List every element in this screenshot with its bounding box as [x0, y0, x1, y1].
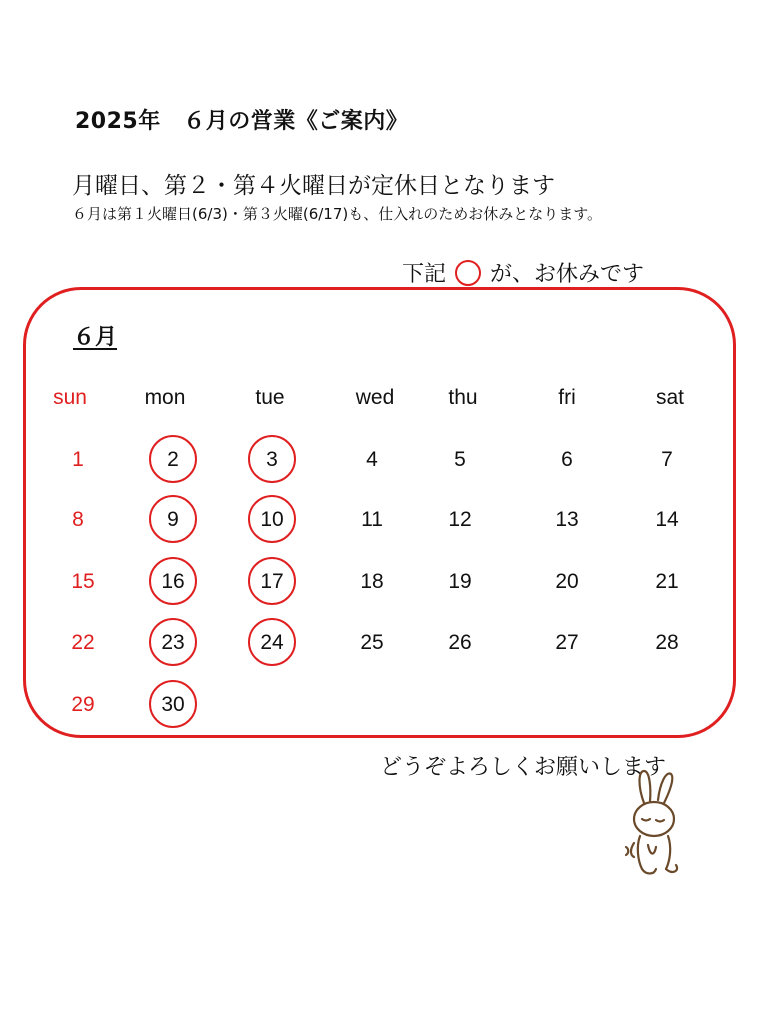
calendar-day: 10 [260, 508, 284, 531]
calendar-day: 5 [454, 448, 466, 471]
weekday-sun: sun [53, 386, 87, 409]
calendar-day: 25 [360, 631, 384, 654]
calendar-day: 28 [655, 631, 679, 654]
calendar-day: 23 [161, 631, 185, 654]
legend [402, 257, 644, 288]
calendar-day: 1 [72, 448, 84, 471]
closing-message: どうぞよろしくお願いします [380, 755, 667, 780]
calendar-day: 14 [655, 508, 679, 531]
calendar-day: 21 [655, 570, 679, 593]
calendar-day: 4 [366, 448, 378, 471]
calendar-day: 2 [167, 448, 179, 471]
calendar-day: 12 [448, 508, 472, 531]
calendar-day: 7 [661, 448, 673, 471]
extra-holiday-notice: ６月は第１火曜日(6/3)・第３火曜(6/17)も、仕入れのためお休みとなります。 [72, 205, 603, 223]
calendar-day: 27 [555, 631, 579, 654]
calendar-day: 17 [260, 570, 284, 593]
bowing-rabbit-icon [620, 765, 700, 885]
calendar-day: 20 [555, 570, 579, 593]
calendar-day: 11 [361, 508, 383, 531]
weekday-tue: tue [255, 386, 285, 409]
legend-circle-icon [455, 260, 481, 286]
weekday-fri: fri [558, 386, 576, 409]
weekday-thu: thu [448, 386, 478, 409]
calendar-day: 15 [71, 570, 95, 593]
weekday-sat: sat [655, 386, 684, 409]
month-label: ６月 [73, 325, 118, 350]
calendar-day: 19 [448, 570, 472, 593]
weekday-mon: mon [144, 386, 186, 409]
legend-prefix: 下記 [402, 262, 447, 287]
calendar-day: 30 [161, 693, 185, 716]
calendar-day: 9 [167, 508, 179, 531]
calendar-day: 29 [71, 693, 95, 716]
calendar-day: 18 [360, 570, 384, 593]
calendar-day: 6 [561, 448, 573, 471]
calendar-day: 16 [161, 570, 185, 593]
calendar-day: 22 [71, 631, 95, 654]
calendar-day: 26 [448, 631, 472, 654]
legend-suffix: が、お休みです [490, 262, 645, 287]
page-title: 2025年 ６月の営業《ご案内》 [75, 109, 409, 134]
calendar-day: 3 [266, 448, 278, 471]
weekday-wed: wed [355, 386, 395, 409]
calendar-day: 8 [72, 508, 84, 531]
calendar-day: 13 [555, 508, 579, 531]
regular-holiday-notice: 月曜日、第２・第４火曜日が定休日となります [72, 173, 555, 199]
calendar-day: 24 [260, 631, 284, 654]
